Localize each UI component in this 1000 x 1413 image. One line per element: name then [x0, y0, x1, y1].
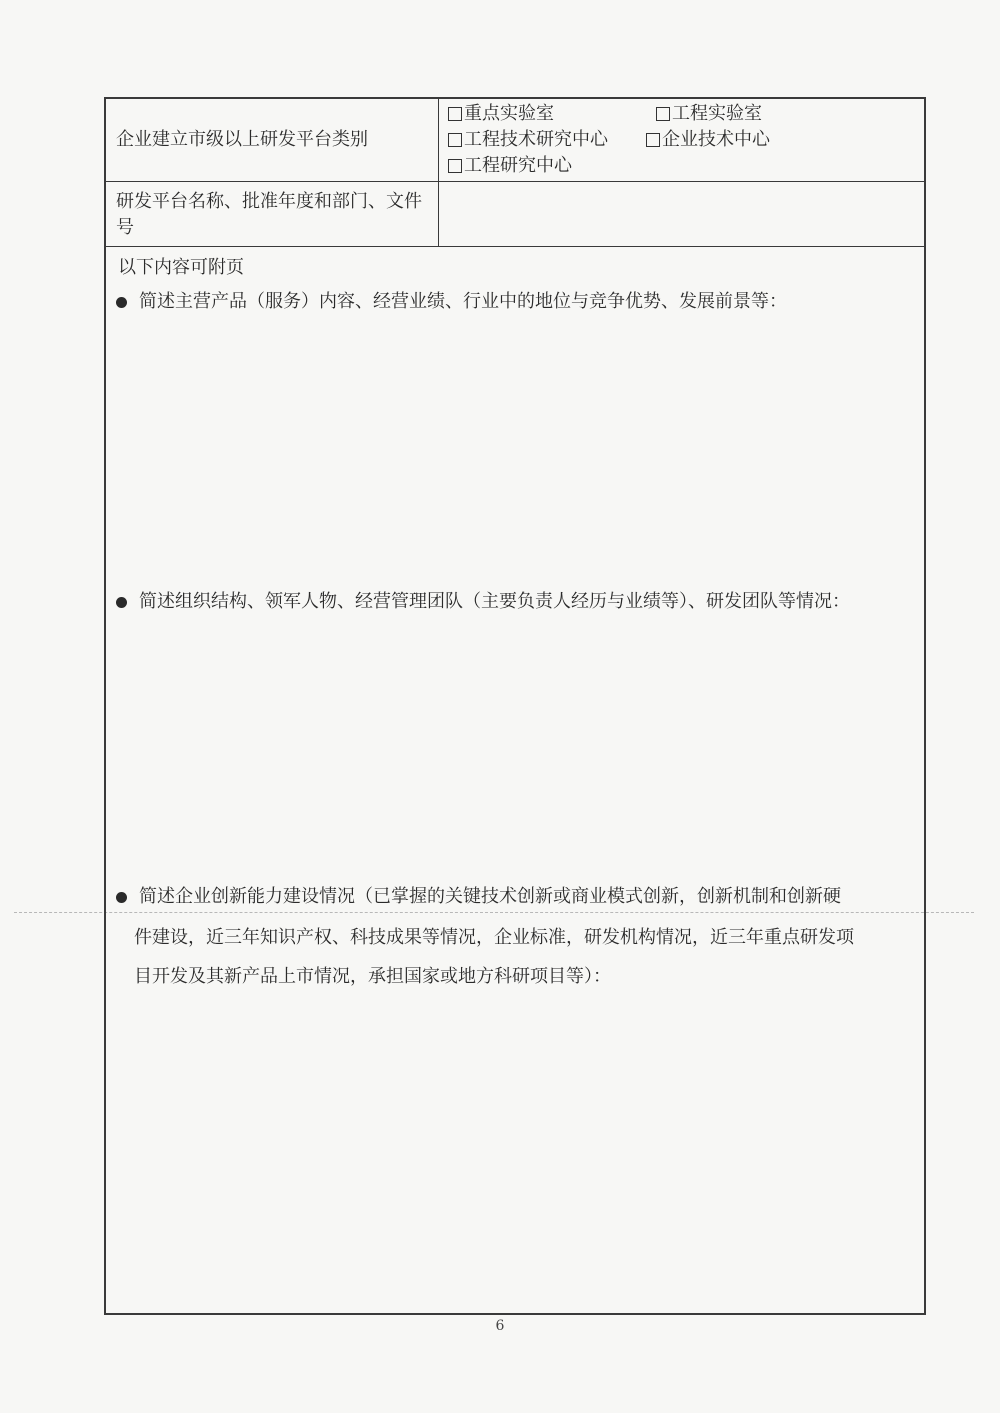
bullet-innovation-cont: 目开发及其新产品上市情况，承担国家或地方科研项目等）：	[134, 966, 611, 987]
checkbox-icon[interactable]	[448, 159, 462, 173]
bullet-organization	[114, 589, 850, 615]
bullet-products	[114, 289, 787, 315]
checkbox-icon[interactable]	[646, 133, 660, 147]
bullet-icon	[116, 597, 127, 608]
page-number: 6	[495, 1318, 505, 1334]
attachment-note: 以下内容可附页	[118, 257, 244, 278]
option-label: 企业技术中心	[662, 129, 770, 150]
option-eng-tech-research-center[interactable]	[448, 127, 608, 153]
checkbox-icon[interactable]	[448, 133, 462, 147]
platform-name-label: 研发平台名称、批准年度和部门、文件号	[116, 191, 422, 238]
platform-name-row	[106, 181, 924, 247]
option-engineering-lab[interactable]	[656, 101, 762, 127]
bullet-innovation-cont: 件建设，近三年知识产权、科技成果等情况，企业标准，研发机构情况，近三年重点研发项	[134, 927, 854, 948]
option-enterprise-tech-center[interactable]	[646, 127, 770, 153]
option-label: 工程技术研究中心	[464, 129, 608, 150]
column-divider	[438, 99, 439, 246]
bullet-text: 简述企业创新能力建设情况（已掌握的关键技术创新或商业模式创新，创新机制和创新硬	[139, 886, 841, 907]
platform-category-row	[106, 99, 924, 182]
bullet-text: 简述主营产品（服务）内容、经营业绩、行业中的地位与竞争优势、发展前景等：	[139, 291, 787, 312]
checkbox-icon[interactable]	[448, 107, 462, 121]
bullet-icon	[116, 892, 127, 903]
bullet-text: 简述组织结构、领军人物、经营管理团队（主要负责人经历与业绩等）、研发团队等情况：	[139, 591, 850, 612]
option-eng-research-center[interactable]	[448, 153, 572, 179]
bullet-icon	[116, 297, 127, 308]
application-form-table	[104, 97, 926, 1315]
option-label: 工程实验室	[672, 103, 762, 124]
platform-category-label: 企业建立市级以上研发平台类别	[116, 129, 368, 150]
bullet-innovation	[114, 884, 841, 910]
option-label: 重点实验室	[464, 103, 554, 124]
option-key-lab[interactable]	[448, 101, 554, 127]
option-label: 工程研究中心	[464, 155, 572, 176]
checkbox-icon[interactable]	[656, 107, 670, 121]
